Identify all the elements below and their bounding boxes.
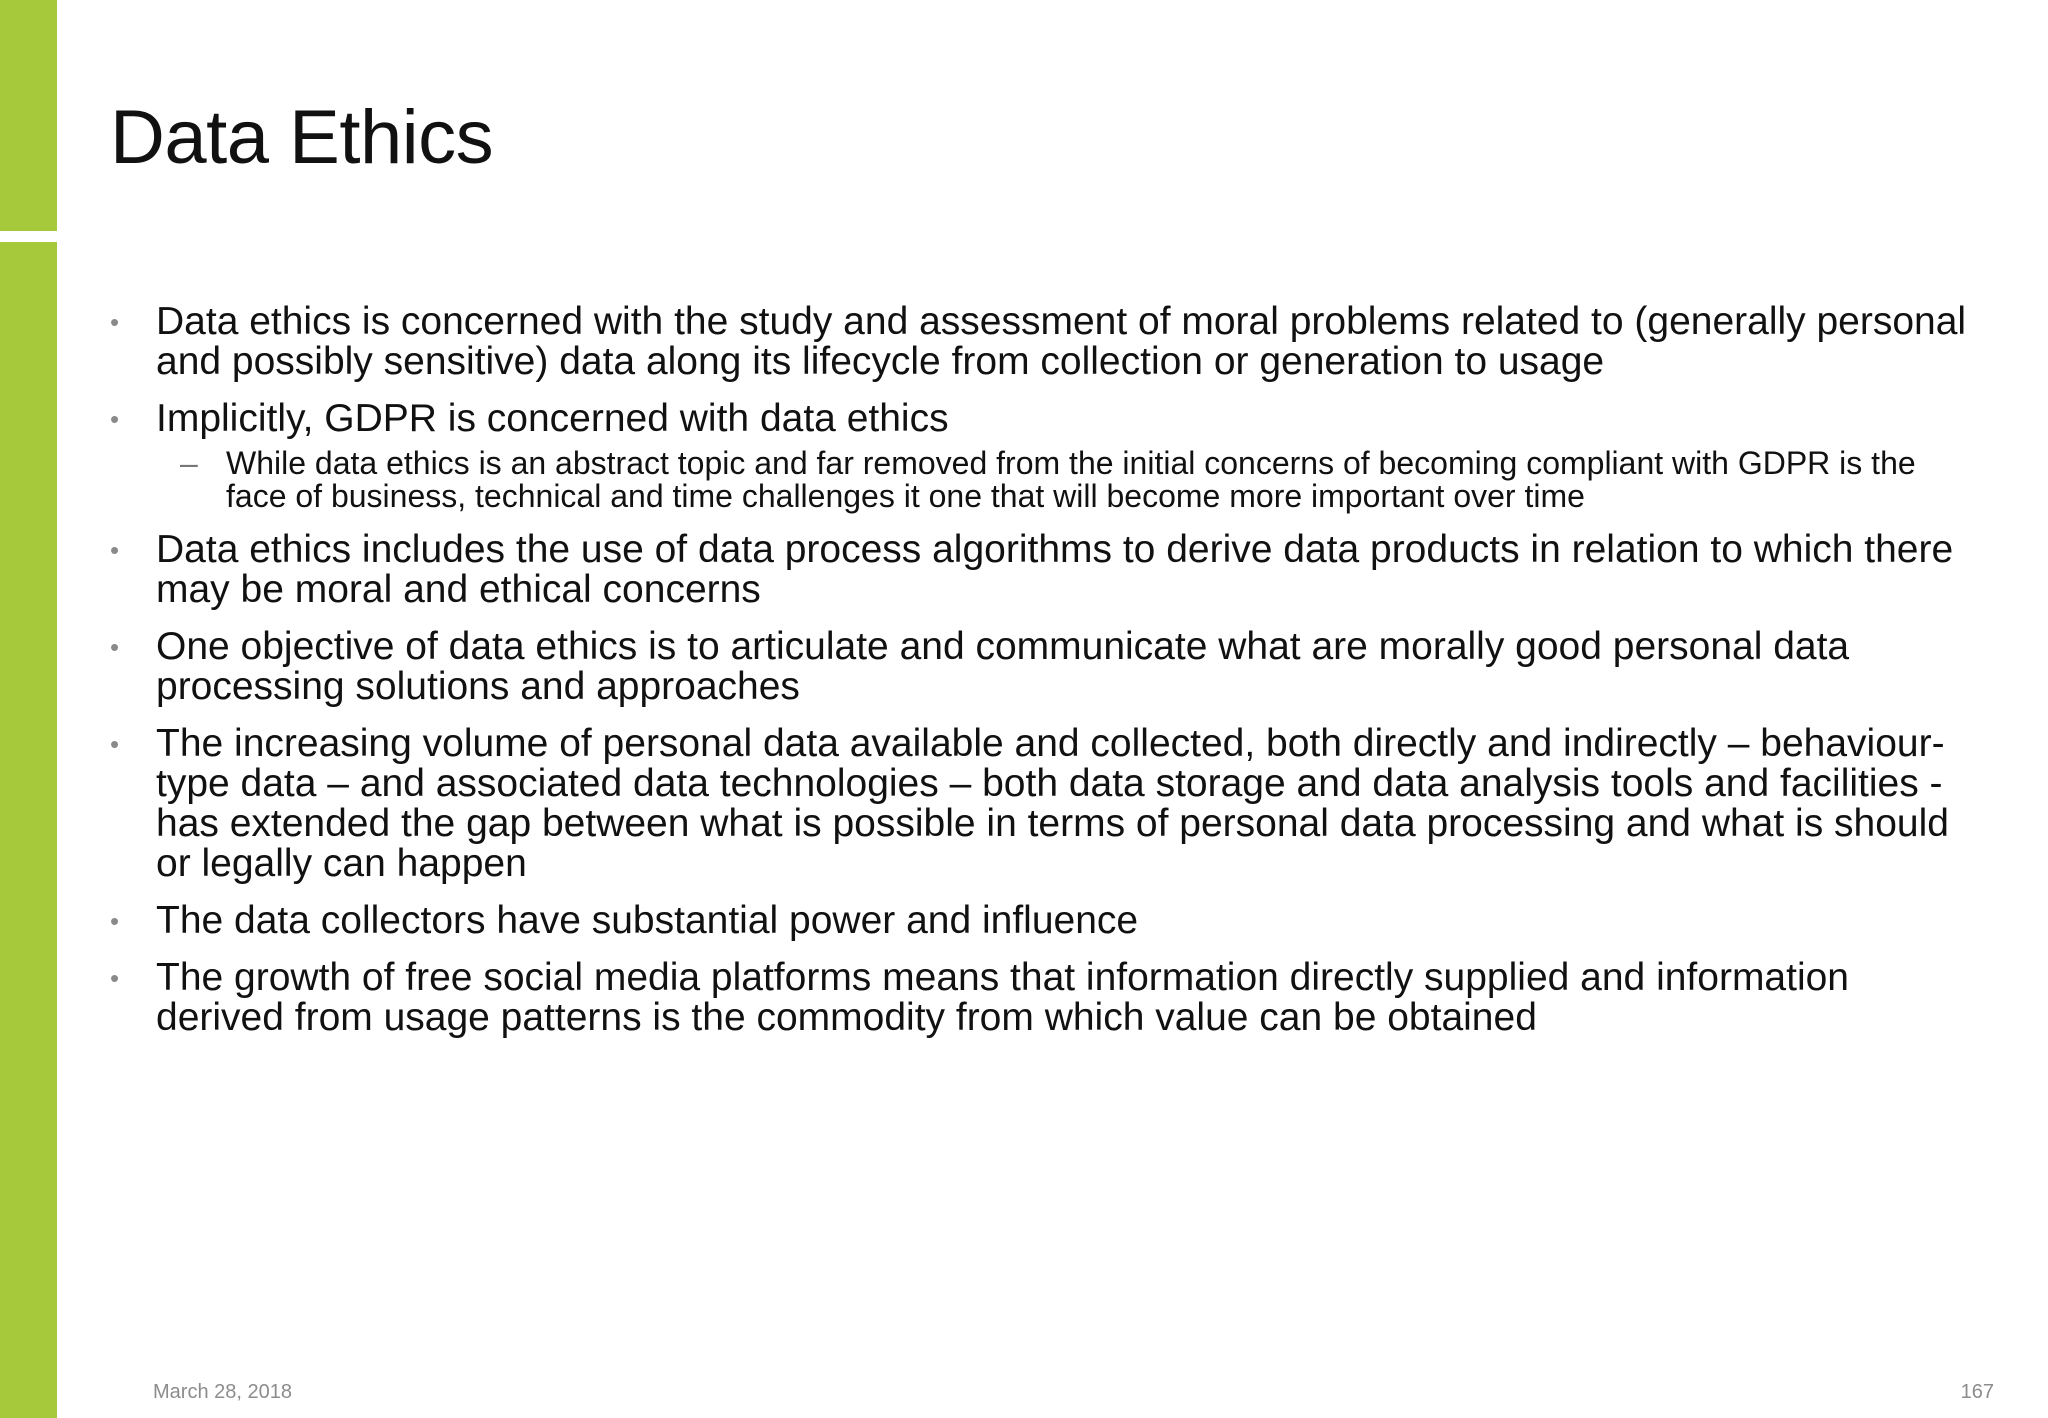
sub-bullet-list <box>156 447 1970 513</box>
bullet-dot-icon: • <box>110 729 120 759</box>
bullet-item <box>110 958 1970 1038</box>
bullet-dot-icon: • <box>110 963 120 993</box>
bullet-item <box>110 627 1970 707</box>
bullet-text: The data collectors have substantial power and influence <box>156 899 1139 942</box>
accent-bar-top <box>0 0 57 231</box>
bullet-dot-icon: • <box>110 906 120 936</box>
sub-bullet-item <box>156 447 1970 513</box>
bullet-text: Data ethics is concerned with the study and assessment of moral problems related to (generally personal and possibly sensitive) data along its lifecycle from collection or generation to usage <box>156 300 1967 383</box>
bullet-text: The increasing volume of personal data available and collected, both directly and indirectly – behaviour-type data – and associated data technologies – both data storage and data analysis tools and facilities - has extended the gap between what is possible in terms of personal data processing and what is should or legally can happen <box>156 722 1949 885</box>
footer-date: March 28, 2018 <box>153 1381 292 1403</box>
bullet-dot-icon: • <box>110 404 120 434</box>
bullet-item <box>110 530 1970 610</box>
bullet-list <box>110 302 1970 1055</box>
bullet-dot-icon: • <box>110 632 120 662</box>
dash-icon: – <box>180 445 198 481</box>
bullet-item <box>110 901 1970 941</box>
bullet-item <box>110 724 1970 884</box>
bullet-text: Data ethics includes the use of data process algorithms to derive data products in relation to which there may be moral and ethical concerns <box>156 528 1954 611</box>
page-number: 167 <box>1960 1381 1994 1403</box>
sub-bullet-text: While data ethics is an abstract topic and far removed from the initial concerns of becoming compliant with GDPR is the face of business, technical and time challenges it one that will become more important over time <box>226 445 1916 514</box>
bullet-text: The growth of free social media platforms means that information directly supplied and information derived from usage patterns is the commodity from which value can be obtained <box>156 956 1849 1039</box>
bullet-dot-icon: • <box>110 535 120 565</box>
bullet-text: Implicitly, GDPR is concerned with data ethics <box>156 397 949 440</box>
bullet-item <box>110 302 1970 382</box>
slide-title: Data Ethics <box>110 95 494 180</box>
bullet-item <box>110 399 1970 513</box>
bullet-dot-icon: • <box>110 307 120 337</box>
accent-bar-bottom <box>0 242 57 1418</box>
bullet-text: One objective of data ethics is to articulate and communicate what are morally good personal data processing solutions and approaches <box>156 625 1850 708</box>
